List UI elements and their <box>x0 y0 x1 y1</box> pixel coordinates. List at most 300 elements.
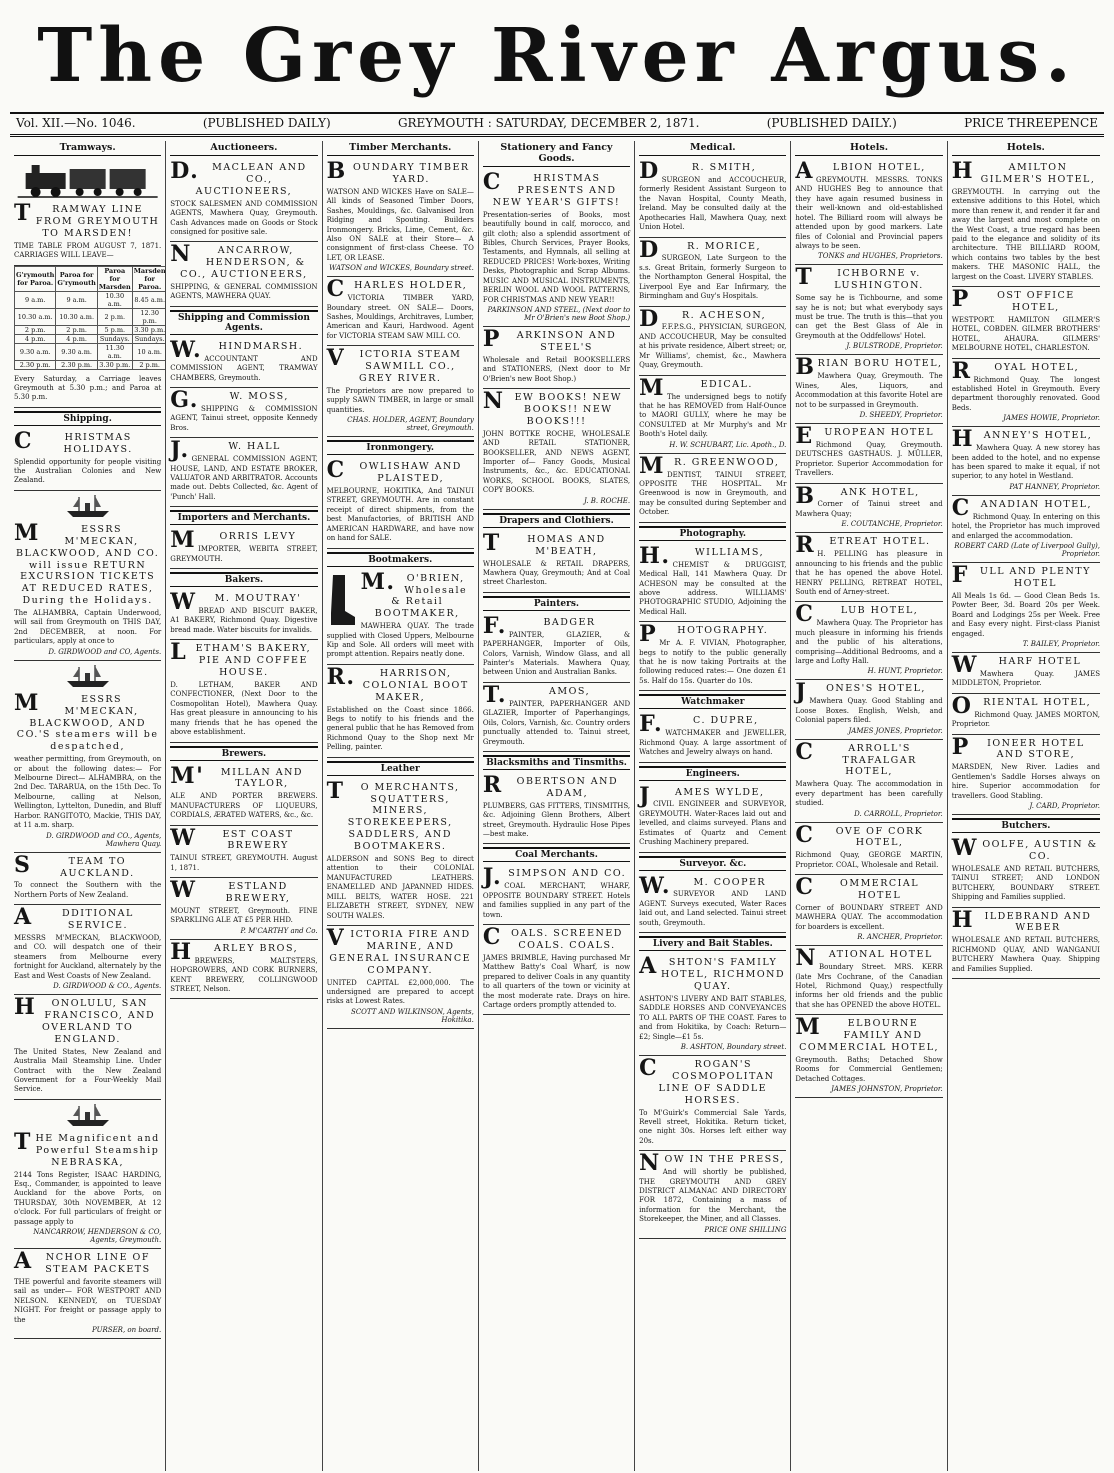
advertisement <box>327 570 474 665</box>
column-6 <box>791 141 947 1471</box>
published-daily-left: (PUBLISHED DAILY) <box>202 116 331 130</box>
advertisement <box>170 159 317 242</box>
ad-heading: M'MILLAN AND TAYLOR, <box>170 762 304 790</box>
timetable-cell: Sundays. <box>97 334 132 343</box>
ad-body-text: WESTPORT. HAMILTON GILMER'S HOTEL, COBDEN. GILMER BROTHERS' HOTEL, AHAURA. GILMERS' MELBOURNE HOTEL, CHARLESTON. <box>951 315 1100 353</box>
ad-heading: LETHAM'S BAKERY, PIE AND COFFEE HOUSE. <box>170 639 312 678</box>
advertisement <box>639 784 786 853</box>
advertisement <box>952 287 1100 359</box>
advertisement <box>639 238 786 307</box>
ad-heading: W.M. COOPER <box>639 872 767 899</box>
advertisement <box>327 779 474 926</box>
ad-heading: POST OFFICE HOTEL, <box>951 286 1075 313</box>
ad-body-text: Mawhera Quay. The Proprietor has much pleasure in informing his friends and the public of his alterations, comprising—Additional Bedrooms, and a large and Lofty Hall. <box>795 619 943 665</box>
ad-body-text: Mawhera Quay. A new storey has been added to the hotel, and no expense has been spared to make it equal, if not superior, to any hotel in Westland. <box>951 444 1100 481</box>
ad-body-text: BREAD AND BISCUIT BAKER, A1 BAKERY, Richmond Quay. Digestive bread made. Water biscuits for invalids. <box>170 606 318 634</box>
ad-body-text: CHEMIST & DRUGGIST, Medical Hall, 141 Mawhera Quay. Dr ACHESON may be consulted at the above address. WILLIAMS' PHOTOGRAPHIC STUDIO, Adjoining the Medical Hall. <box>639 560 787 616</box>
ad-heading: ALBION HOTEL, <box>795 158 926 184</box>
tram-engraving-icon <box>14 159 161 199</box>
timetable-row <box>15 325 167 334</box>
section-heading: Bootmakers. <box>327 552 474 567</box>
ad-heading: D.MACLEAN AND CO., AUCTIONEERS, <box>170 158 307 197</box>
ad-body-text: Presentation-series of Books, most beautifully bound in calf, morocco, and gilt cloth; also a splendid assortment of Bibles, Church Services, Prayer Books, Testaments, and Hymnals, all selling at REDUCED PRICES! Work-boxes, Writing Desks, Photographic and Scrap Albums. MUSIC AND MUSICAL INSTRUMENTS, BERLIN WOOL AND WOOL PATTERNS, FOR CHRISTMAS AND NEW YEAR!! <box>482 210 631 304</box>
ad-heading: CHARLES HOLDER, <box>326 276 468 303</box>
advertisement <box>170 590 317 640</box>
ad-heading: CHRISTMAS PRESENTS AND NEW YEAR'S GIFTS! <box>482 169 621 208</box>
ad-heading: EUROPEAN HOTEL <box>795 422 935 449</box>
steamship-icon <box>63 493 113 519</box>
timetable-cell: 2.30 p.m. <box>15 360 56 369</box>
timetable <box>14 266 166 370</box>
ad-body-text: MELBOURNE, HOKITIKA, And TAINUI STREET, GREYMOUTH. Are in constant receipt of direct shipments, from the best Manufactories, of BRITISH AND AMERICAN HARDWARE, and have now on hand for SALE. <box>326 487 474 543</box>
ad-heading: ASHTON'S FAMILY HOTEL, RICHMOND QUAY. <box>639 953 786 992</box>
ad-body-text: weather permitting, from Greymouth, on or about the following dates:— For Melbourne Direct— ALHAMBRA, on the 2nd Dec. TARARUA, on the 15th Dec. To Melbourne, calling at Nelson, Wellington, Lyttelton, Dunedin, and Bluff Harbor. RANGITOTO, Mackie, THIS DAY, at 11 a.m. sharp. <box>14 755 162 830</box>
ad-body-text: GREYMOUTH. MESSRS. TONKS AND HUGHES Beg to announce that they have again resumed business in their well-known and old-established hotel. The Billiard room will always be attended upon by good markers. Late files of Colonial and Provincial papers always to be seen. <box>795 175 943 250</box>
ad-body-text: Mawhera Quay. Good Stabling and Loose Boxes. English, Welsh, and Colonial papers filed. <box>795 697 943 725</box>
ad-heading: THE Magnificent and Powerful Steamship NEBRASKA, <box>14 1128 160 1168</box>
ad-signature: JAMES JOHNSTON, Proprietor. <box>831 1085 943 1094</box>
ad-signature: J. CARD, Proprietor. <box>1029 802 1100 810</box>
ad-body-text: MOUNT STREET, Greymouth. FINE SPARKLING ALE AT £5 PER HHD. <box>170 906 318 925</box>
advertisement <box>639 307 786 376</box>
timetable-header: G'rymouth for Paroa. <box>15 266 56 291</box>
advertisement <box>952 359 1100 428</box>
advertisement <box>952 694 1100 735</box>
column-5 <box>635 141 791 1471</box>
ad-body-text: UNITED CAPITAL £2,000,000. The undersigned are prepared to accept risks at Lowest Rates. <box>326 978 474 1006</box>
advertisement <box>327 458 474 548</box>
advertisement <box>795 159 942 265</box>
timetable-cell: 5 p.m. <box>97 325 132 334</box>
advertisement <box>170 878 317 940</box>
ad-body-text: 2144 Tons Register, ISAAC HARDING, Esq., Commander, is appointed to leave Auckland for the above Ports, on THURSDAY, 30th NOVEMBER, At 12 o'clock. For full particulars of freight or passage apply to <box>14 1170 162 1226</box>
column-7 <box>948 141 1104 1471</box>
ad-body-text: F.F.P.S.G., PHYSICIAN, SURGEON, AND ACCOUCHEUR, May be consulted at his private residence, Albert street; or, Mr Williams', chemist, &c., Mawhera Quay, Greymouth. <box>639 323 787 370</box>
ad-heading: HONOLULU, SAN FRANCISCO, AND OVERLAND TO ENGLAND. <box>14 994 156 1045</box>
ad-body-text: SURVEYOR AND LAND AGENT. Surveys executed, Water Races laid out, and Land selected. Tainui street south, Greymouth. <box>639 890 787 927</box>
ad-body-text: Corner of BOUNDARY STREET AND MAWHERA QUAY. The accommodation for boarders is excellent. <box>795 903 943 931</box>
ad-signature: R. ANCHER, Proprietor. <box>857 933 943 942</box>
ad-body-text: WATCHMAKER and JEWELLER, Richmond Quay. A large assortment of Watches and Jewelry always on hand. <box>639 729 787 757</box>
timetable-cell: 2 p.m. <box>15 325 56 334</box>
advertisement <box>170 940 317 1000</box>
ad-heading: THOMAS AND M'BEATH, <box>482 529 606 557</box>
advertisement <box>795 424 942 484</box>
advertisement <box>14 905 161 995</box>
ad-heading: W.HINDMARSH. <box>170 336 304 363</box>
ad-body-text: PLUMBERS, GAS FITTERS, TINSMITHS, &c. Adjoining Glenn Brothers, Albert street, Greymouth. Hydraulic Hose Pipes—best make. <box>482 801 631 838</box>
ad-heading: M.O'BRIEN, Wholesale & Retail BOOTMAKER, <box>360 568 468 620</box>
section-heading: Blacksmiths and Tinsmiths. <box>483 755 630 770</box>
timetable-cell: 3.30 p.m. <box>134 325 166 334</box>
ad-heading: JONES'S HOTEL, <box>795 679 926 706</box>
ad-body-text: MESSRS M'MECKAN, BLACKWOOD, and CO. will despatch one of their steamers from Melbourne every fortnight for Auckland, alternately by the East and West Coasts of New Zealand. <box>14 934 162 980</box>
ad-signature: D. GIRDWOOD & CO., Agents. <box>53 982 162 991</box>
ad-heading: DR. SMITH, <box>639 158 757 184</box>
ad-heading: MELBOURNE FAMILY AND COMMERCIAL HOTEL, <box>795 1014 940 1054</box>
ad-body-text: BREWERS, MALTSTERS, HOPGROWERS, AND CORK BURNERS, KENT BREWERY, COLLINGWOOD STREET, Nelson. <box>170 956 318 993</box>
section-heading: Coal Merchants. <box>483 847 630 862</box>
ad-body-text: Mawhera Quay, Greymouth. The Wines, Ales, Liquors, and Accommodation at this favorite Hotel are not to be surpassed in Greymouth. <box>795 372 943 409</box>
published-daily-right: (PUBLISHED DAILY.) <box>766 116 897 130</box>
column-heading: Hotels. <box>795 141 942 156</box>
ad-signature: ROBERT CARD (Late of Liverpool Gully), Proprietor. <box>954 542 1100 559</box>
section-heading: Brewers. <box>170 746 317 761</box>
column-heading: Timber Merchants. <box>327 141 474 156</box>
ad-heading: BOUNDARY TIMBER YARD. <box>326 158 470 185</box>
ad-heading: COMMERCIAL HOTEL <box>795 874 920 902</box>
ad-body-text: PAINTER, GLAZIER, & PAPERHANGER, Importer of Oils, Colors, Varnish, Window Glass, and all Painter's Materials. Mawhera Quay, between Union and Australian Banks. <box>482 630 631 677</box>
ad-body-text: Greymouth. Baths; Detached Show Rooms for Commercial Gentlemen; Detached Cottages. <box>795 1055 943 1083</box>
advertisement <box>170 640 317 742</box>
ad-heading: CLUB HOTEL, <box>795 601 919 628</box>
ad-body-text: The United States, New Zealand and Australia Mail Steamship Line. Under Contract with the New Zealand Government for a Four-Weekly Mail Service. <box>14 1047 162 1094</box>
advertisement <box>795 265 942 355</box>
advertisement <box>327 277 474 346</box>
ad-heading: MESSRS M'MECKAN, BLACKWOOD, AND CO.'S steamers will be despatched, <box>14 689 159 753</box>
column-heading: Auctioneers. <box>170 141 317 156</box>
ad-body-text: Every Saturday, a Carriage leaves Greymouth at 5.30 p.m.; and Paroa at 5.30 p.m. <box>14 374 162 402</box>
ad-heading: ANCHOR LINE OF STEAM PACKETS <box>14 1248 151 1275</box>
timetable-cell: 8.45 a.m. <box>132 291 166 308</box>
ad-body-text: ALE AND PORTER BREWERS. MANUFACTURERS OF LIQUEURS, CORDIALS, ÆRATED WATERS, &c., &c. <box>170 792 318 820</box>
ad-body-text: VICTORIA TIMBER YARD, Boundary street. ON SALE— Doors, Sashes, Mouldings, Architraves, Lumber, American and Kauri, Hardwood. Agent for VICTORIA STEAM SAW MILL CO. <box>326 294 474 340</box>
timetable-cell: 2 p.m. <box>132 360 166 369</box>
timetable-header: Paroa for Marsden <box>98 266 131 291</box>
column-3 <box>323 141 479 1471</box>
ad-heading: COVE OF CORK HOTEL, <box>795 821 924 849</box>
ad-heading: HARLEY BROS, <box>170 938 299 965</box>
steamship-icon <box>63 1102 113 1128</box>
ad-signature: PARKINSON AND STEEL, (Next door to Mr O'Brien's new Boot Shop.) <box>487 306 631 322</box>
ad-signature: D. GIRDWOOD and CO, Agents. <box>48 647 162 656</box>
advertisement <box>14 1130 161 1249</box>
ad-heading: HILDEBRAND AND WEBER <box>951 906 1092 934</box>
ad-heading: BANK HOTEL, <box>795 482 920 509</box>
ad-signature: D. SHEEDY, Proprietor. <box>859 410 943 419</box>
ad-body-text: Established on the Coast since 1866. Begs to notify to his friends and the general public that he has Removed from Richmond Quay to the Shop next Mr Pelling, painter. <box>326 705 474 752</box>
section-heading: Livery and Bait Stables. <box>639 936 786 951</box>
advertisement <box>795 484 942 534</box>
ad-body-text: WHOLESALE AND RETAIL BUTCHERS, TAINUI STREET; AND LONDON BUTCHERY, BOUNDARY STREET. Shipping and Families supplied. <box>951 864 1100 902</box>
timetable-row <box>15 343 167 360</box>
ad-body-text: SHIPPING, & GENERAL COMMISSION AGENTS, MAWHERA QUAY. <box>170 283 318 301</box>
ad-body-text: Richmond Quay, Greymouth. DEUTSCHES GASTHAUS. J. MÜLLER, Proprietor. Superior Accommodation for Travellers. <box>795 440 943 478</box>
advertisement <box>795 1015 942 1098</box>
section-heading: Shipping and Commission Agents. <box>170 310 317 335</box>
ad-heading: H.WILLIAMS, <box>639 542 765 569</box>
advertisement <box>639 954 786 1056</box>
advertisement <box>952 563 1100 653</box>
timetable-cell: 9.30 a.m. <box>15 343 56 360</box>
ad-heading: WESTLAND BREWERY, <box>170 877 291 905</box>
ad-heading: HAMILTON GILMER'S HOTEL, <box>951 158 1096 185</box>
advertisement <box>795 740 942 823</box>
advertisement <box>639 544 786 623</box>
ad-signature: T. BAILEY, Proprietor. <box>1022 640 1100 648</box>
timetable-row <box>15 308 167 325</box>
section-heading: Leather <box>327 761 474 776</box>
ad-signature: J. B. ROCHE. <box>584 496 631 505</box>
ad-body-text: Wholesale and Retail BOOKSELLERS and STATIONERS, (Next door to Mr O'Brien's new Boot Shop.) <box>482 355 631 383</box>
ad-body-text: Boundary Street. MRS. KERR (late Mrs Cochrane, of the Canadian Hotel, Richmond Quay,) respectfully informs her old friends and the public that she has OPENED the above HOTEL. <box>795 963 943 1009</box>
ad-body-text: PAINTER, PAPERHANGER AND GLAZIER, Importer of Paperhangings, Oils, Colors, Varnish, &c. Country orders punctually attended to. Tainui street, Greymouth. <box>482 699 631 746</box>
advertisement <box>170 764 317 826</box>
ad-heading: DR. ACHESON, <box>639 305 767 332</box>
ad-heading: F.BADGER <box>482 612 596 639</box>
advertisement <box>170 242 317 307</box>
advertisement <box>170 388 317 438</box>
ad-heading: NANCARROW, HENDERSON, & CO., AUCTIONEERS, <box>170 241 308 281</box>
timetable-cell: 10.30 a.m. <box>15 308 56 325</box>
ad-heading: WM. MOUTRAY' <box>170 589 302 616</box>
ad-heading: ADDITIONAL SERVICE. <box>14 904 134 932</box>
ad-body-text: All Meals 1s 6d. — Good Clean Beds 1s. Powter Beer, 3d. Board 20s per Week. Board and Lodgings 25s per Week. Free and Easy every night. First-class Pianist engaged. <box>951 591 1100 638</box>
ad-body-text: WATSON AND WICKES Have on SALE— All kinds of Seasoned Timber Doors, Sashes, Mouldings, &c. Galvanised Iron Ridging and Spouting. Builders Ironmongery. Bricks, Lime, Cement, &c. Also ON SALE at their Store— A consignment of first-class Cheese. TO LET, OR LEASE. <box>326 187 474 262</box>
advertisement <box>952 496 1100 563</box>
timetable-cell: 9 a.m. <box>56 291 97 308</box>
ad-heading: J.W. HALL <box>170 437 281 464</box>
ad-body-text: WHOLESALE AND RETAIL BUTCHERS, RICHMOND QUAY, AND WANGANUI BUTCHERY Mawhera Quay. Shipping and Families Supplied. <box>951 936 1100 973</box>
ad-heading: DR. MORICE, <box>639 236 761 263</box>
ad-body-text: GREYMOUTH. In carrying out the extensive additions to this Hotel, which more than renew it, and render it far and away the largest and most complete on the West Coast, a true regard has been paid to the elegance and solidity of its architecture. THE BILLIARD ROOM, which contains two tables by the best makers. THE MASONIC HALL, the largest on the Coast. LIVERY STABLES. <box>951 187 1100 281</box>
timetable-cell: 2.30 p.m. <box>56 360 97 369</box>
ad-body-text: JOHN BOTTKE ROCHE, WHOLESALE AND RETAIL STATIONER, BOOKSELLER, AND NEWS AGENT, Importer of— Fancy Goods, Musical Instruments, &c., &c. EDUCATIONAL WORKS, SCHOOL BOOKS, SLATES, COPY BOOKS. <box>482 429 631 495</box>
section-heading: Watchmaker <box>639 694 786 709</box>
timetable-cell: 4 p.m. <box>15 334 56 343</box>
timetable-row <box>15 360 167 369</box>
section-heading: Painters. <box>483 596 630 611</box>
ad-body-text: H. PELLING has pleasure in announcing to his friends and the public that he has opened the above Hotel. HENRY PELLING, RETREAT HOTEL, South end of Arney-street. <box>795 550 943 596</box>
ad-heading: CROGAN'S COSMOPOLITAN LINE OF SADDLE HORSES. <box>639 1055 775 1106</box>
ad-heading: TO MERCHANTS, SQUATTERS, MINERS, STOREKEEPERS, SADDLERS, AND BOOTMAKERS. <box>326 777 460 853</box>
section-heading: Photography. <box>639 526 786 541</box>
ad-signature: D. CARROLL, Proprietor. <box>854 809 943 818</box>
ad-body-text: Splendid opportunity for people visiting the Australian Colonies and New Zealand. <box>14 457 162 485</box>
ad-heading: FULL AND PLENTY HOTEL <box>951 562 1091 589</box>
advertisement <box>483 865 630 925</box>
section-heading: Bakers. <box>170 572 317 587</box>
section-heading: Drapers and Clothiers. <box>483 513 630 528</box>
ad-body-text: MARSDEN, New River. Ladies and Gentlemen's Saddle Horses always on hire. Superior accommodation for travellers. Good Stabling. <box>951 763 1100 800</box>
timetable-cell: 4 p.m. <box>56 334 97 343</box>
ad-body-text: To M'Guirk's Commercial Sale Yards, Revell street, Hokitika. Return ticket, one night 30s. Horses left either way 20s. <box>639 1108 787 1145</box>
ad-heading: BRIAN BORU HOTEL, <box>795 354 943 381</box>
ad-body-text: Mawhera Quay. The accommodation in every department has been carefully studied. <box>795 780 943 808</box>
ad-signature: TONKS and HUGHES, Proprietors. <box>818 252 943 261</box>
ad-heading: COWLISHAW AND PLAISTED, <box>326 457 462 485</box>
advertisement <box>483 389 630 510</box>
advertisement <box>170 338 317 388</box>
advertisement <box>14 370 161 408</box>
timetable-cell: 3.30 p.m. <box>99 360 131 369</box>
advertisement <box>952 159 1100 287</box>
ad-heading: NEW BOOKS! NEW BOOKS!! NEW BOOKS!!! <box>482 388 622 427</box>
ad-heading: PHOTOGRAPHY. <box>639 621 769 648</box>
advertisement <box>795 823 942 876</box>
ad-heading: J.SIMPSON AND CO. <box>482 864 627 891</box>
advertisement <box>795 875 942 946</box>
ad-heading: MEDICAL. <box>639 374 753 401</box>
advertisement <box>483 683 630 752</box>
ad-body-text: ACCOUNTANT AND COMMISSION AGENT, TRAMWAY CHAMBERS, Greymouth. <box>170 354 318 382</box>
ad-body-text: SURGEON and ACCOUCHEUR, formerly Resident Assistant Surgeon to the Navan Hospital, County Meath, Ireland. May be consulted daily at the Apothecaries Hall, Mawhera Quay, next Union Hotel. <box>639 175 787 232</box>
advertisement <box>170 826 317 879</box>
ad-heading: NATIONAL HOTEL <box>795 945 933 972</box>
ad-signature: D. GIRDWOOD and CO., Agents, Mawhera Quay. <box>46 831 162 848</box>
timetable-header: Paroa for G'rymouth <box>56 266 97 291</box>
ad-signature: B. ASHTON, Boundary street. <box>680 1043 787 1051</box>
timetable-cell: 9.30 a.m. <box>56 343 97 360</box>
ad-body-text: The ALHAMBRA, Captain Underwood, will sail from Greymouth on THIS DAY, 2nd DECEMBER, at noon. For particulars, apply at once to <box>14 609 162 646</box>
advertisement <box>483 773 630 845</box>
advertisement <box>795 533 942 602</box>
section-heading: Engineers. <box>639 766 786 781</box>
ad-heading: WOOLFE, AUSTIN & CO. <box>951 835 1098 862</box>
timetable-header: Marsden for Paroa. <box>133 266 166 291</box>
ad-signature: E. COUTANCHE, Proprietor. <box>841 520 943 529</box>
advertisement <box>327 665 474 758</box>
ad-signature: H. HUNT, Proprietor. <box>867 667 943 676</box>
ad-body-text: Mawhera Quay. JAMES MIDDLETON, Proprietor. <box>951 669 1100 688</box>
ad-heading: HANNEY'S HOTEL, <box>951 426 1093 453</box>
ad-signature: WATSON and WICKES, Boundary street. <box>329 264 474 273</box>
ad-signature: PURSER, on board. <box>92 1326 162 1335</box>
advertisement <box>170 528 317 569</box>
column-4 <box>479 141 635 1471</box>
ad-signature: J. BULSTRODE, Proprietor. <box>846 342 943 351</box>
ad-body-text: Richmond Quay. JAMES MORTON, Proprietor. <box>951 710 1100 729</box>
advertisement <box>952 427 1100 496</box>
advertisement <box>483 170 630 327</box>
advertisement <box>639 1151 786 1239</box>
advertisement <box>327 346 474 437</box>
advertisement <box>795 680 942 739</box>
boot-icon <box>327 573 357 627</box>
timetable-cell: 10.30 a.m. <box>56 308 97 325</box>
section-heading: Importers and Merchants. <box>170 510 317 525</box>
ad-body-text: WHOLESALE & RETAIL DRAPERS, Mawhera Quay, Greymouth; And at Coal street Charleston. <box>482 559 631 587</box>
ad-heading: ROYAL HOTEL, <box>951 357 1080 384</box>
ad-body-text: THE powerful and favorite steamers will sail as under— FOR WESTPORT AND NELSON. KENNEDY, on TUESDAY NIGHT. For freight or passage apply to the <box>14 1277 162 1324</box>
timetable-row <box>15 334 167 343</box>
ad-signature: H. W. SCHUBART, Lic. Apoth., D. <box>669 440 787 449</box>
ad-heading: WEST COAST BREWERY <box>170 824 294 852</box>
section-heading: Butchers. <box>952 818 1100 833</box>
advertisement <box>14 691 161 853</box>
ad-signature: P. M'CARTHY and Co. <box>240 926 318 935</box>
advertisement <box>952 735 1100 816</box>
column-heading: Medical. <box>639 141 786 156</box>
ad-heading: MESSRS M'MECKAN, BLACKWOOD, AND CO. will issue RETURN EXCURSION TICKETS AT REDUCED RATES, During the Holidays. <box>14 519 160 607</box>
ad-heading: JAMES WYLDE, <box>639 782 765 809</box>
section-heading: Ironmongery. <box>327 440 474 455</box>
ad-body-text: Mr A. F. VIVIAN, Photographer, begs to notify to the public generally that he is now taking Portraits at the following reduced rates:— One dozen £1 5s. Half do 15s. Quarter do 10s. <box>639 639 787 685</box>
ad-heading: PARKINSON AND STEEL'S <box>482 326 617 353</box>
ad-signature: JAMES HOWIE, Proprietor. <box>1003 414 1100 423</box>
advertisement <box>952 653 1100 694</box>
ad-heading: COALS. SCREENED COALS. COALS. <box>482 924 623 951</box>
ad-body-text: TIME TABLE FROM AUGUST 7, 1871. CARRIAGES WILL LEAVE— <box>14 241 162 260</box>
column-heading: Stationery and Fancy Goods. <box>483 141 630 167</box>
ad-body-text: DENTIST, TAINUI STREET, OPPOSITE THE HOSPITAL. Mr Greenwood is now in Greymouth, and may be consulted during September and October. <box>639 470 787 517</box>
column-1 <box>10 141 166 1471</box>
advertisement <box>14 853 161 906</box>
ad-heading: CHRISTMAS HOLIDAYS. <box>14 427 133 455</box>
advertisement <box>795 355 942 424</box>
advertisement <box>14 1249 161 1339</box>
timetable-cell: 10.30 a.m. <box>97 291 132 308</box>
advertisement <box>14 429 161 491</box>
timetable-cell: 9 a.m. <box>15 291 56 308</box>
masthead-title: The Grey River Argus. <box>37 13 1077 99</box>
advertisement <box>327 926 474 1029</box>
advertisement <box>170 438 317 507</box>
ad-heading: CARROLL'S TRAFALGAR HOTEL, <box>795 738 917 778</box>
ad-heading: TRAMWAY LINE FROM GREYMOUTH TO MARSDEN! <box>14 200 160 239</box>
ad-body-text: And will shortly be published, THE GREYMOUTH AND GREY DISTRICT ALMANAC AND DIRECTORY FOR 1872, Containing a mass of information for the Merchant, the Storekeeper, the Miner, and all Classes. <box>639 1168 787 1224</box>
ad-body-text: The Proprietors are now prepared to supply SAWN TIMBER, in large or small quantities. <box>326 386 474 414</box>
ad-body-text: Richmond Quay. The longest established Hotel in Greymouth. Every department thoroughly renovated. Good Beds. <box>951 375 1100 412</box>
ad-body-text: SURGEON, Late Surgeon to the s.s. Great Britain, formerly Surgeon to the Northampton General Hospital, the Liverpool Eye and Ear Infirmary, the Birmingham and Guy's Hospitals. <box>639 254 787 301</box>
advertisement <box>483 531 630 593</box>
ad-body-text: D. LETHAM, BAKER AND CONFECTIONER, (Next Door to the Cosmopolitan Hotel), Mawhera Quay. Has great pleasure in announcing to his many friends that he has opened the above establishment. <box>170 680 318 737</box>
ad-heading: T.AMOS, <box>482 681 591 708</box>
ad-signature: CHAS. HOLDER, AGENT, Boundary street, Greymouth. <box>347 416 474 433</box>
ad-heading: R.HARRISON, COLONIAL BOOT MAKER, <box>326 663 469 703</box>
ad-body-text: IMPORTER, WEBITA STREET, GREYMOUTH. <box>170 545 318 563</box>
ad-signature: PRICE ONE SHILLING <box>704 1225 787 1234</box>
advertisement <box>952 908 1100 980</box>
dateline <box>10 112 1104 137</box>
ad-body-text: ASHTON'S LIVERY AND BAIT STABLES, SADDLE HORSES AND CONVEYANCES TO ALL PARTS OF THE COAST. Fares to and from Hokitika, by Coach: Return—£2; Single—£1 5s. <box>639 994 787 1041</box>
ad-body-text: GENERAL COMMISSION AGENT, HOUSE, LAND, AND ESTATE BROKER, VALUATOR AND ARBITRATOR. Accounts made out. Debts Collected, &c. Agent of 'Punch' Hall. <box>170 455 318 501</box>
ad-body-text: JAMES BRIMBLE, Having purchased Mr Matthew Batty's Coal Wharf, is now prepared to deliver Coals in any quantity to all quarters of the town or vicinity at the most moderate rate. Drays on hire. Cartage orders promptly attended to. <box>482 953 631 1009</box>
ad-heading: VICTORIA STEAM SAWMILL CO., GREY RIVER. <box>326 345 462 385</box>
ad-body-text: Richmond Quay, GEORGE MARTIN, Proprietor. COAL, Wholesale and Retail. <box>795 851 943 869</box>
ad-body-text: CIVIL ENGINEER and SURVEYOR, GREYMOUTH. Water-Races laid out and levelled, and claims surveyed. Plans and Estimates of Quartz and Cement Crushing Machinery prepared. <box>639 800 787 847</box>
ad-body-text: MAWHERA QUAY. The trade supplied with Closed Uppers, Melbourne Kip and Sole. All orders will meet with prompt attention. Repairs neatly done. <box>326 622 474 659</box>
ad-heading: F.C. DUPRE, <box>639 711 759 738</box>
ad-heading: STEAM TO AUCKLAND. <box>14 851 135 879</box>
ad-signature: JAMES JONES, Proprietor. <box>848 726 943 735</box>
price: PRICE THREEPENCE <box>964 116 1098 130</box>
advertisement <box>483 925 630 1015</box>
timetable-cell: 10 a.m. <box>132 343 166 360</box>
ad-signature: NANCARROW, HENDERSON & CO, Agents, Greymouth. <box>33 1228 162 1245</box>
steamship-icon <box>63 663 113 689</box>
advertisement <box>639 159 786 238</box>
ad-body-text: SHIPPING & COMMISSION AGENT, Tainui street, opposite Kennedy Bros. <box>170 404 318 432</box>
timetable-cell: 11.30 a.m. <box>97 343 132 360</box>
ad-body-text: ALDERSON and SONS Beg to direct attention to their COLONIAL MANUFACTURED LEATHERS. ENAMELLED AND JAPANNED HIDES. MILL BELTS, WATER HOSE. 221 ELIZABETH STREET, SYDNEY, NEW SOUTH WALES. <box>326 854 474 920</box>
advertisement <box>14 995 161 1100</box>
ad-heading: CANADIAN HOTEL, <box>951 494 1092 521</box>
section-heading: Surveyor. &c. <box>639 856 786 871</box>
column-heading: Hotels. <box>952 141 1100 156</box>
advertisement <box>639 376 786 454</box>
advertisement <box>639 454 786 523</box>
ad-heading: ORIENTAL HOTEL, <box>951 692 1092 719</box>
advertisement <box>483 614 630 683</box>
ad-body-text: Corner of Tainui street and Mawhera Quay; <box>795 500 943 518</box>
advertisement <box>639 622 786 691</box>
advertisement <box>14 201 161 266</box>
ad-heading: MORRIS LEVY <box>170 527 297 554</box>
ad-heading: VICTORIA FIRE AND MARINE, AND GENERAL INSURANCE COMPANY. <box>326 925 472 976</box>
ad-body-text: STOCK SALESMEN AND COMMISSION AGENTS, Mawhera Quay, Greymouth. Cash Advances made on Goods or Stock consigned for positive sale. <box>170 199 318 236</box>
ad-signature: PAT HANNEY, Proprietor. <box>1009 482 1100 491</box>
